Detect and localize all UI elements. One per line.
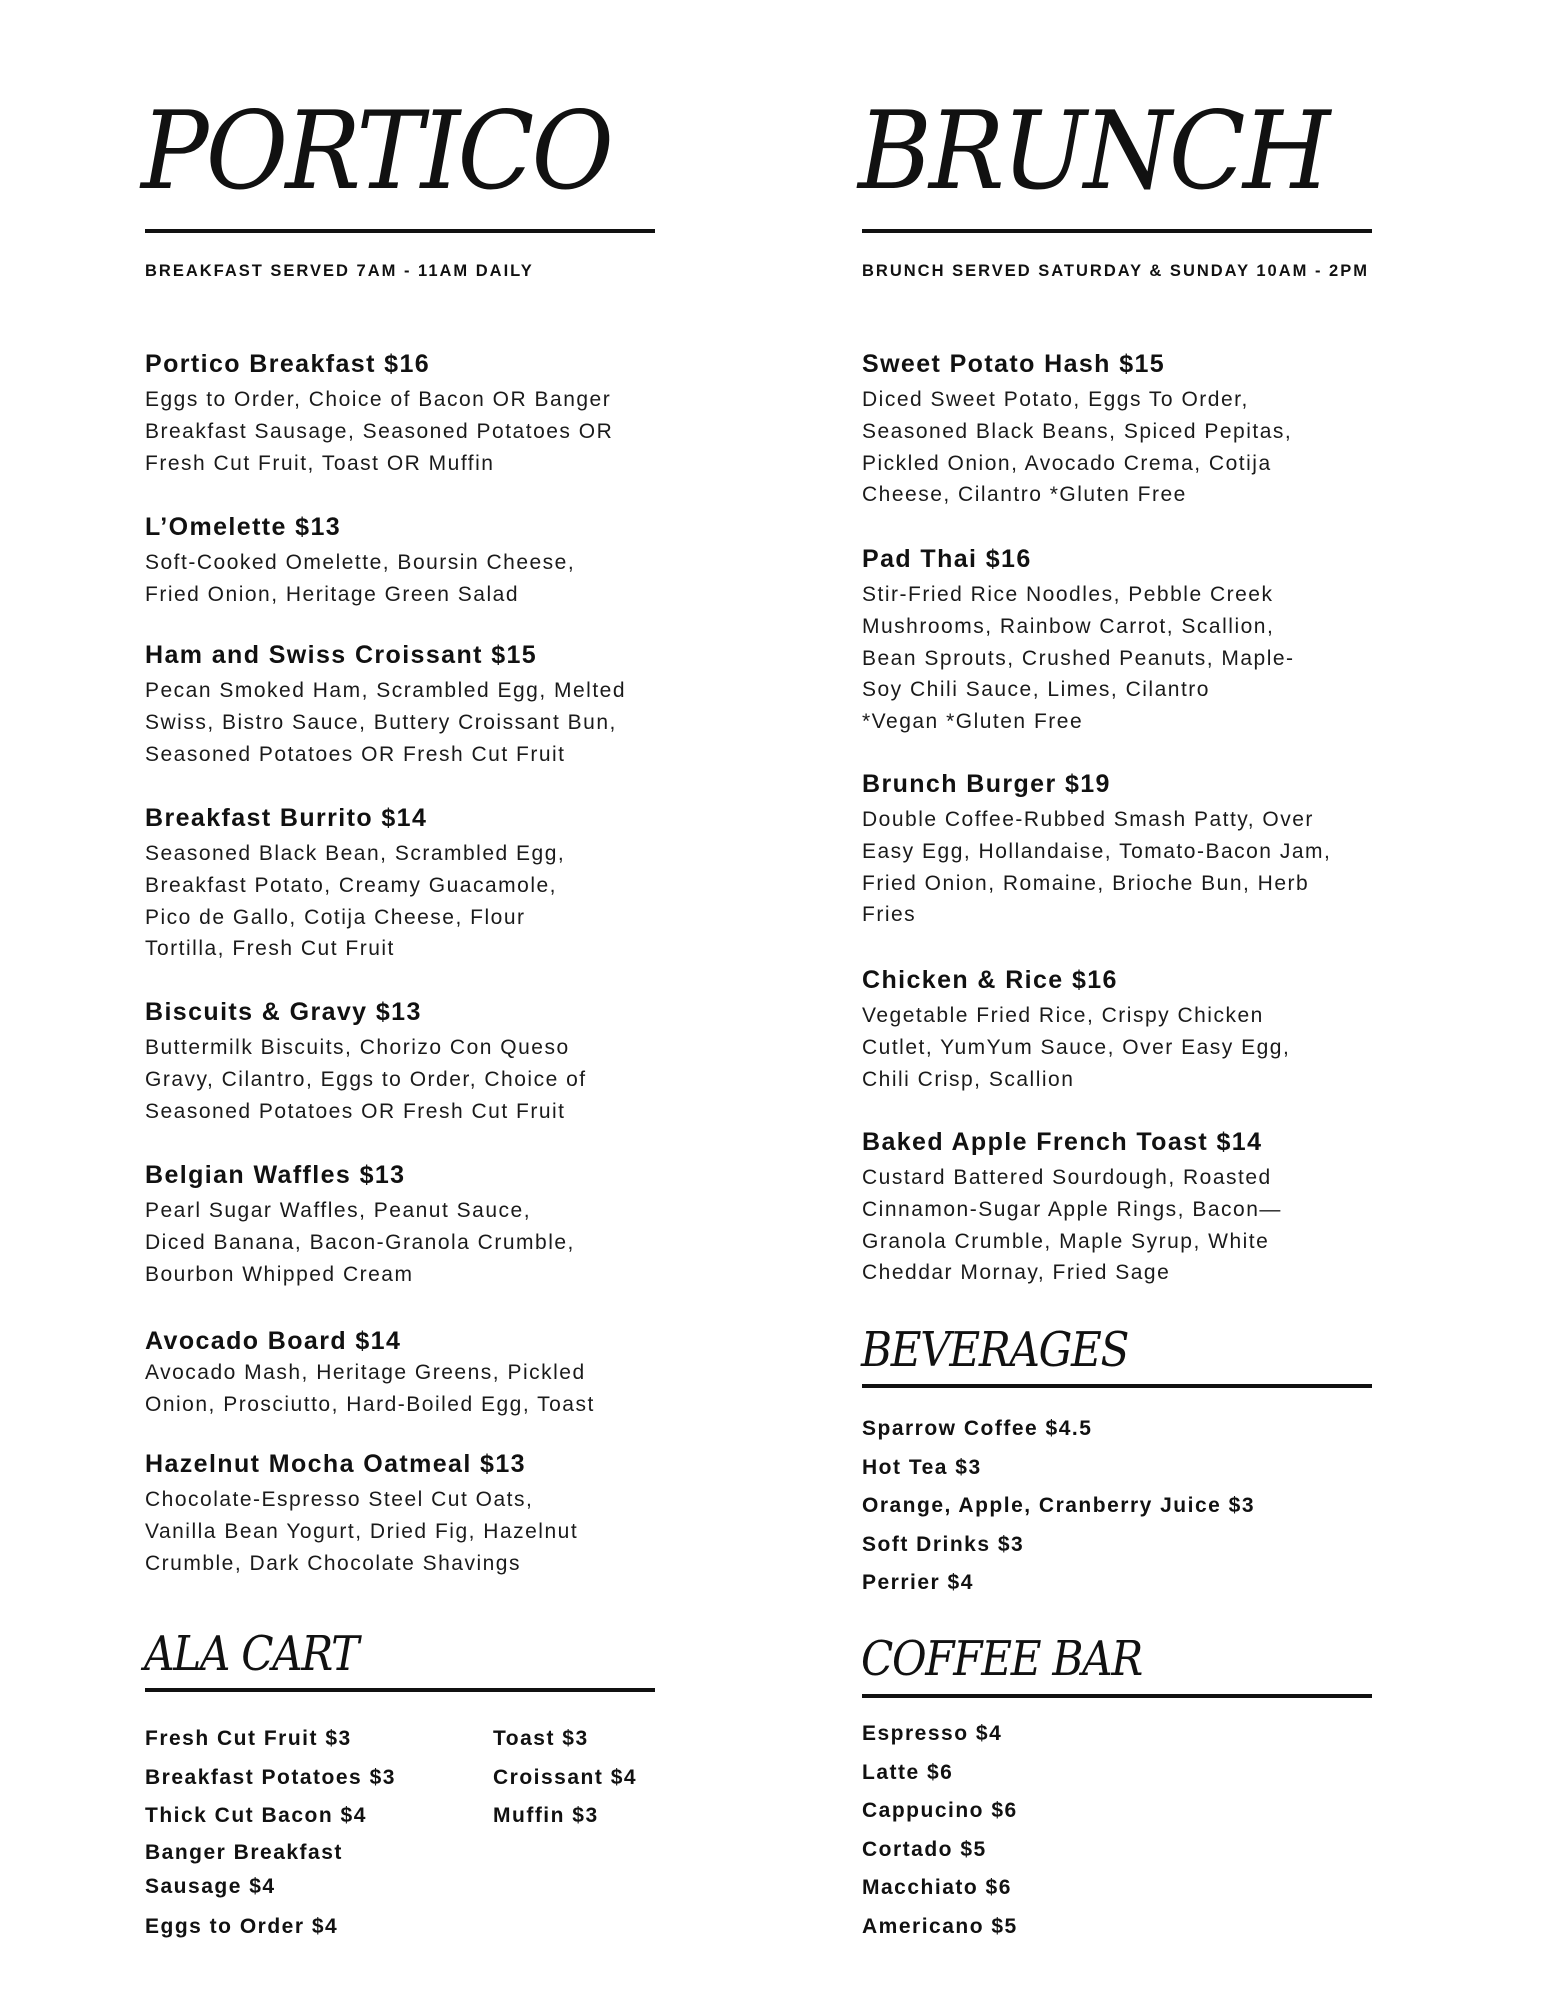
item-description xyxy=(145,1484,685,1579)
desc-line: Diced Sweet Potato, Eggs To Order, xyxy=(862,388,1249,411)
item-description xyxy=(862,579,1402,738)
desc-line: Cheese, Cilantro *Gluten Free xyxy=(862,483,1187,507)
desc-line: *Vegan *Gluten Free xyxy=(862,710,1084,734)
item-description xyxy=(145,675,685,770)
menu-item-portico-breakfast xyxy=(145,348,685,479)
menu-item-avocado-board xyxy=(145,1325,685,1421)
ala-cart-list-2 xyxy=(493,1720,673,1836)
item-name: Chicken & Rice $16 xyxy=(862,966,1118,994)
list-item: Latte $6 xyxy=(862,1760,954,1784)
desc-line: Seasoned Potatoes OR Fresh Cut Fruit xyxy=(145,742,566,766)
desc-line: Cutlet, YumYum Sauce, Over Easy Egg, xyxy=(862,1035,1291,1059)
menu-item-omelette xyxy=(145,511,685,611)
desc-line: Pearl Sugar Waffles, Peanut Sauce, xyxy=(145,1199,532,1222)
coffee-bar-list xyxy=(862,1715,1018,1946)
breakfast-column xyxy=(141,0,665,2000)
item-description xyxy=(145,547,685,611)
desc-line: Fresh Cut Fruit, Toast OR Muffin xyxy=(145,451,495,475)
item-name: Belgian Waffles $13 xyxy=(145,1161,406,1189)
desc-line: Custard Battered Sourdough, Roasted xyxy=(862,1166,1272,1189)
item-description xyxy=(145,1357,685,1421)
desc-line: Cheddar Mornay, Fried Sage xyxy=(862,1261,1171,1285)
desc-line: Swiss, Bistro Sauce, Buttery Croissant Bun, xyxy=(145,710,617,734)
desc-line: Cinnamon-Sugar Apple Rings, Bacon— xyxy=(862,1197,1282,1221)
item-description xyxy=(145,384,685,479)
brunch-title: BRUNCH xyxy=(858,89,1328,214)
desc-line: Pecan Smoked Ham, Scrambled Egg, Melted xyxy=(145,679,627,702)
ala-cart-divider xyxy=(145,1688,655,1692)
coffee-bar-divider xyxy=(862,1694,1372,1698)
list-item: Thick Cut Bacon $4 xyxy=(145,1804,367,1827)
item-name: Baked Apple French Toast $14 xyxy=(862,1128,1263,1156)
item-name: Ham and Swiss Croissant $15 xyxy=(145,641,538,669)
title-divider xyxy=(145,229,655,233)
desc-line: Breakfast Sausage, Seasoned Potatoes OR xyxy=(145,419,614,443)
desc-line: Vanilla Bean Yogurt, Dried Fig, Hazelnut xyxy=(145,1519,579,1543)
item-name: L’Omelette $13 xyxy=(145,513,342,541)
item-name: Pad Thai $16 xyxy=(862,545,1032,573)
list-item: Cappucino $6 xyxy=(862,1799,1018,1822)
desc-line: Chili Crisp, Scallion xyxy=(862,1067,1075,1091)
desc-line: Bean Sprouts, Crushed Peanuts, Maple- xyxy=(862,646,1295,670)
list-item: Hot Tea $3 xyxy=(862,1455,982,1479)
brunch-hours: BRUNCH SERVED SATURDAY & SUNDAY 10AM - 2PM xyxy=(862,262,1369,280)
item-description xyxy=(145,1032,685,1127)
item-description xyxy=(862,384,1402,511)
desc-line: Soft-Cooked Omelette, Boursin Cheese, xyxy=(145,551,576,574)
menu-item-pad-thai xyxy=(862,543,1402,738)
coffee-bar-title: COFFEE BAR xyxy=(861,1631,1142,1687)
item-description xyxy=(145,838,685,965)
beverages-list xyxy=(862,1410,1255,1603)
desc-line: Chocolate-Espresso Steel Cut Oats, xyxy=(145,1488,534,1511)
desc-line: Avocado Mash, Heritage Greens, Pickled xyxy=(145,1361,586,1384)
list-item: Eggs to Order $4 xyxy=(145,1914,339,1938)
desc-line: Pickled Onion, Avocado Crema, Cotija xyxy=(862,451,1272,475)
item-name: Biscuits & Gravy $13 xyxy=(145,998,422,1026)
list-item: Muffin $3 xyxy=(493,1804,599,1827)
item-description xyxy=(862,1000,1402,1095)
desc-line: Tortilla, Fresh Cut Fruit xyxy=(145,937,395,961)
desc-line: Buttermilk Biscuits, Chorizo Con Queso xyxy=(145,1036,570,1059)
menu-item-ham-swiss-croissant xyxy=(145,639,685,770)
desc-line: Soy Chili Sauce, Limes, Cilantro xyxy=(862,678,1210,702)
desc-line: Breakfast Potato, Creamy Guacamole, xyxy=(145,873,557,897)
desc-line: Granola Crumble, Maple Syrup, White xyxy=(862,1229,1270,1253)
desc-line: Seasoned Potatoes OR Fresh Cut Fruit xyxy=(145,1099,566,1123)
desc-line: Onion, Prosciutto, Hard-Boiled Egg, Toast xyxy=(145,1392,595,1416)
desc-line: Seasoned Black Beans, Spiced Pepitas, xyxy=(862,419,1293,443)
ala-cart-title: ALA CART xyxy=(144,1626,358,1682)
breakfast-title: PORTICO xyxy=(141,89,612,214)
beverages-divider xyxy=(862,1384,1372,1388)
item-description xyxy=(862,804,1402,931)
item-description xyxy=(145,1195,685,1290)
list-item: Fresh Cut Fruit $3 xyxy=(145,1727,352,1750)
menu-item-chicken-rice xyxy=(862,964,1402,1095)
breakfast-hours: BREAKFAST SERVED 7AM - 11AM DAILY xyxy=(145,262,534,280)
list-item: Cortado $5 xyxy=(862,1837,987,1861)
menu-item-brunch-burger xyxy=(862,768,1402,931)
desc-line: Crumble, Dark Chocolate Shavings xyxy=(145,1551,521,1575)
menu-item-belgian-waffles xyxy=(145,1159,685,1290)
list-item: Toast $3 xyxy=(493,1727,589,1750)
ala-cart-list-1 xyxy=(145,1720,425,1946)
desc-line: Fried Onion, Romaine, Brioche Bun, Herb xyxy=(862,871,1310,895)
desc-line: Gravy, Cilantro, Eggs to Order, Choice of xyxy=(145,1067,587,1091)
desc-line: Eggs to Order, Choice of Bacon OR Banger xyxy=(145,388,612,411)
list-item: Banger Breakfast Sausage $4 xyxy=(145,1840,343,1898)
item-name: Brunch Burger $19 xyxy=(862,770,1111,798)
beverages-title: BEVERAGES xyxy=(861,1322,1129,1378)
desc-line: Mushrooms, Rainbow Carrot, Scallion, xyxy=(862,614,1275,638)
desc-line: Fried Onion, Heritage Green Salad xyxy=(145,582,520,606)
item-name: Hazelnut Mocha Oatmeal $13 xyxy=(145,1450,526,1478)
list-item: Americano $5 xyxy=(862,1914,1018,1938)
title-divider xyxy=(862,229,1372,233)
desc-line: Stir-Fried Rice Noodles, Pebble Creek xyxy=(862,583,1274,606)
list-item: Croissant $4 xyxy=(493,1765,638,1789)
list-item: Perrier $4 xyxy=(862,1571,974,1594)
desc-line: Diced Banana, Bacon-Granola Crumble, xyxy=(145,1230,575,1254)
desc-line: Double Coffee-Rubbed Smash Patty, Over xyxy=(862,808,1314,831)
list-item: Macchiato $6 xyxy=(862,1876,1012,1899)
item-name: Portico Breakfast $16 xyxy=(145,350,431,378)
brunch-column xyxy=(858,0,1382,2000)
desc-line: Bourbon Whipped Cream xyxy=(145,1262,414,1286)
list-item: Sparrow Coffee $4.5 xyxy=(862,1417,1093,1440)
item-description xyxy=(862,1162,1402,1289)
item-name: Sweet Potato Hash $15 xyxy=(862,350,1166,378)
list-item: Breakfast Potatoes $3 xyxy=(145,1765,396,1789)
menu-item-hazelnut-mocha-oatmeal xyxy=(145,1448,685,1579)
list-item: Soft Drinks $3 xyxy=(862,1532,1025,1556)
desc-line: Vegetable Fried Rice, Crispy Chicken xyxy=(862,1004,1264,1027)
menu-item-baked-apple-french-toast xyxy=(862,1126,1402,1289)
item-name: Avocado Board $14 xyxy=(145,1327,402,1355)
menu-item-breakfast-burrito xyxy=(145,802,685,965)
item-name: Breakfast Burrito $14 xyxy=(145,804,428,832)
list-item: Espresso $4 xyxy=(862,1722,1003,1745)
desc-line: Easy Egg, Hollandaise, Tomato-Bacon Jam, xyxy=(862,839,1332,863)
menu-item-biscuits-gravy xyxy=(145,996,685,1127)
desc-line: Fries xyxy=(862,903,917,927)
desc-line: Seasoned Black Bean, Scrambled Egg, xyxy=(145,842,566,865)
list-item: Orange, Apple, Cranberry Juice $3 xyxy=(862,1494,1256,1517)
menu-item-sweet-potato-hash xyxy=(862,348,1402,511)
desc-line: Pico de Gallo, Cotija Cheese, Flour xyxy=(145,905,526,929)
